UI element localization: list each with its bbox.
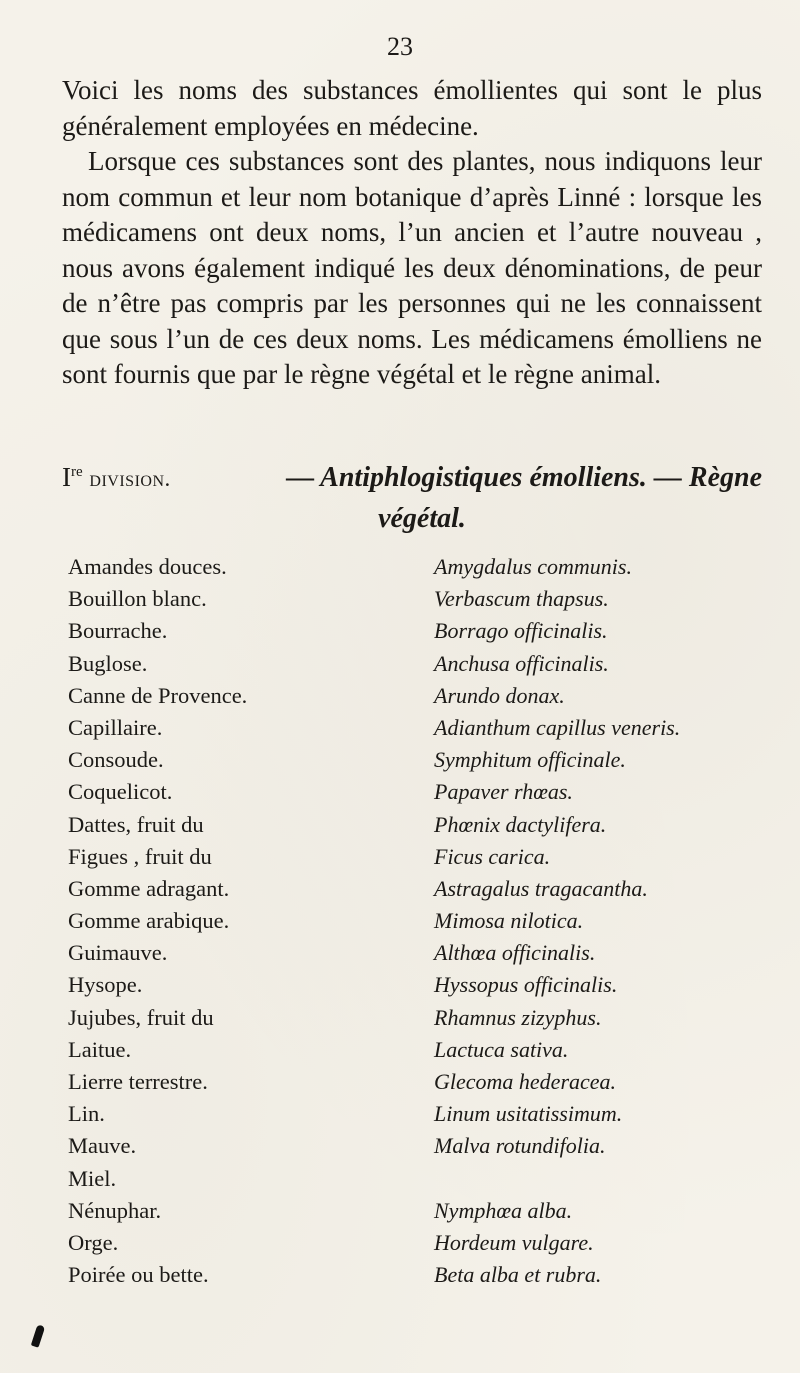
plant-list	[68, 552, 768, 1292]
plant-row	[68, 906, 768, 938]
plant-botanical-name: Papaver rhœas.	[434, 779, 573, 805]
division-label: division.	[89, 466, 171, 491]
plant-botanical-name: Glecoma hederacea.	[434, 1069, 617, 1094]
plant-row	[68, 552, 768, 584]
plant-botanical-name: Arundo donax.	[434, 682, 565, 708]
plant-row	[68, 1196, 768, 1228]
plant-botanical-name: Verbascum thapsus.	[434, 586, 609, 612]
division-heading	[62, 452, 762, 539]
plant-botanical-name: Astragalus tragacantha.	[434, 875, 648, 901]
plant-row	[68, 1164, 768, 1196]
plant-row	[68, 1099, 768, 1131]
plant-common-name: Bourrache.	[68, 618, 168, 644]
plant-common-name: Coquelicot.	[68, 779, 173, 805]
plant-row	[68, 713, 768, 745]
plant-common-name: Capillaire.	[68, 714, 163, 740]
plant-row	[68, 584, 768, 616]
division-numeral-sup: re	[71, 464, 83, 480]
plant-common-name: Guimauve.	[68, 940, 168, 966]
intro-line-2: généralement employées en médecine.	[62, 110, 479, 141]
plant-row	[68, 1228, 768, 1260]
plant-botanical-name: Mimosa nilotica.	[434, 908, 584, 934]
plant-botanical-name: Borrago officinalis.	[434, 618, 608, 644]
plant-row	[68, 938, 768, 970]
division-label-group	[62, 452, 171, 499]
plant-row	[68, 681, 768, 713]
plant-common-name: Dattes, fruit du	[68, 811, 204, 837]
plant-botanical-name: Nymphœa alba.	[434, 1197, 573, 1223]
division-title-part-2: végétal.	[378, 503, 466, 534]
plant-botanical-name: Anchusa officinalis.	[434, 650, 609, 676]
plant-common-name: Poirée ou bette.	[68, 1262, 209, 1288]
division-numeral-text: I	[62, 462, 71, 492]
plant-row	[68, 874, 768, 906]
plant-botanical-name: Phœnix dactylifera.	[434, 811, 607, 837]
plant-row	[68, 1260, 768, 1292]
division-title-part-1: — Antiphlogistiques émolliens. — Règne	[286, 462, 762, 493]
intro-paragraph	[62, 73, 762, 144]
plant-common-name: Figues , fruit du	[68, 843, 212, 869]
plant-botanical-name: Lactuca sativa.	[434, 1036, 569, 1062]
explanation-paragraph: Lorsque ces substances sont des plantes, nous indiquons leur nom commun et leur nom botanique d’après Linné : lorsque les médicamens ont deux noms, l’un ancien et l’autre nouveau , nous avons également indiqué les deux dénominations, de peur de n’être pas compris par les personnes qui ne les connaissent que sous l’un de ces deux noms. Les médicamens émolliens ne sont fournis que par le règne végétal et le règne animal.	[62, 146, 762, 389]
plant-common-name: Miel.	[68, 1165, 117, 1191]
plant-row	[68, 970, 768, 1002]
plant-row	[68, 745, 768, 777]
plant-botanical-name: Linum usitatissimum.	[434, 1101, 623, 1127]
plant-common-name: Canne de Provence.	[68, 682, 248, 708]
plant-row	[68, 1131, 768, 1163]
plant-common-name: Lierre terrestre.	[68, 1069, 208, 1094]
plant-row	[68, 1067, 768, 1099]
plant-botanical-name: Hyssopus officinalis.	[434, 972, 618, 998]
division-heading-line-1	[62, 452, 762, 499]
plant-common-name: Nénuphar.	[68, 1197, 162, 1223]
plant-row	[68, 1003, 768, 1035]
plant-common-name: Amandes douces.	[68, 554, 227, 579]
plant-common-name: Mauve.	[68, 1133, 137, 1159]
plant-common-name: Lin.	[68, 1101, 105, 1127]
ink-blot	[31, 1324, 45, 1347]
plant-botanical-name: Althœa officinalis.	[434, 940, 596, 966]
plant-common-name: Laitue.	[68, 1036, 132, 1062]
plant-botanical-name: Rhamnus zizyphus.	[434, 1004, 602, 1030]
plant-botanical-name: Symphitum officinale.	[434, 747, 626, 773]
plant-row	[68, 810, 768, 842]
division-numeral	[62, 462, 83, 492]
plant-row	[68, 616, 768, 648]
plant-common-name: Bouillon blanc.	[68, 586, 207, 612]
plant-common-name: Hysope.	[68, 972, 143, 998]
plant-botanical-name: Hordeum vulgare.	[434, 1229, 594, 1255]
plant-common-name: Consoude.	[68, 747, 164, 773]
plant-common-name: Buglose.	[68, 650, 148, 676]
plant-botanical-name: Malva rotundifolia.	[434, 1133, 606, 1159]
plant-botanical-name: Amygdalus communis.	[434, 554, 632, 579]
plant-botanical-name: Adianthum capillus veneris.	[434, 714, 681, 740]
plant-row	[68, 777, 768, 809]
plant-row	[68, 1035, 768, 1067]
plant-common-name: Orge.	[68, 1229, 119, 1255]
plant-botanical-name: Ficus carica.	[434, 843, 551, 869]
plant-common-name: Jujubes, fruit du	[68, 1004, 214, 1030]
page-number: 23	[387, 32, 413, 61]
plant-row	[68, 842, 768, 874]
plant-common-name: Gomme adragant.	[68, 875, 230, 901]
plant-row	[68, 649, 768, 681]
plant-botanical-name: Beta alba et rubra.	[434, 1262, 602, 1288]
intro-line-1: Voici les noms des substances émollientes qui sont le plus	[62, 75, 762, 105]
plant-common-name: Gomme arabique.	[68, 908, 230, 934]
